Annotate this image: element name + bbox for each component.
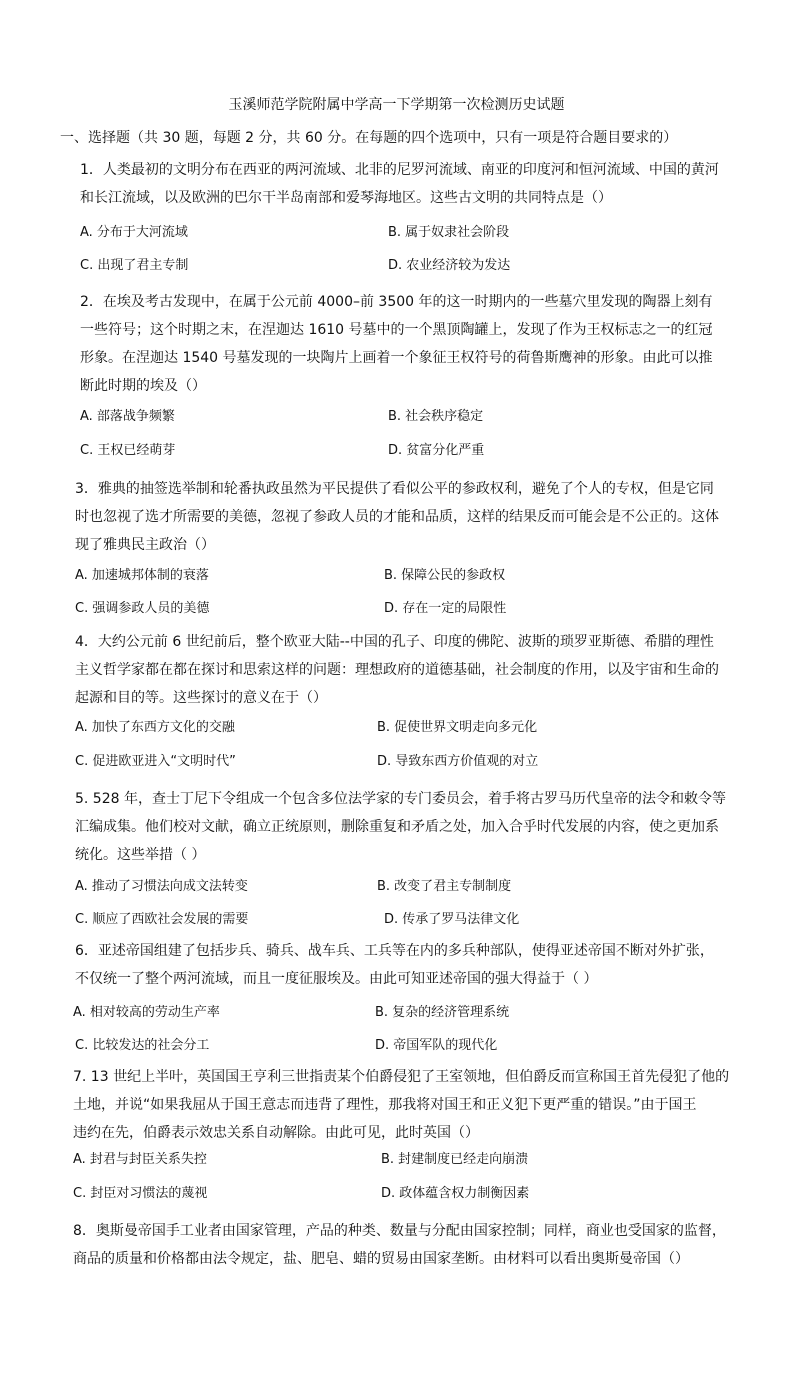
question-line: 主义哲学家都在都在探讨和思索这样的问题：理想政府的道德基础，社会制度的作用，以及宇宙和生命的 — [75, 662, 719, 678]
option-b: B. 保障公民的参政权 — [384, 568, 506, 583]
question-3 — [75, 475, 735, 559]
option-d: D. 政体蕴含权力制衡因素 — [381, 1186, 530, 1201]
question-line: 时也忽视了选才所需要的美德，忽视了参政人员的才能和品质，这样的结果反而可能会是不公正的。这体 — [75, 509, 719, 525]
question-line: 现了雅典民主政治（） — [75, 537, 215, 553]
option-c: C. 出现了君主专制 — [80, 258, 189, 273]
option-d: D. 农业经济较为发达 — [388, 258, 511, 273]
question-4 — [75, 628, 735, 712]
option-b: B. 属于奴隶社会阶段 — [388, 225, 510, 240]
question-6 — [75, 937, 735, 993]
option-a: A. 推动了习惯法向成文法转变 — [75, 879, 248, 894]
option-c: C. 强调参政人员的美德 — [75, 601, 210, 616]
option-c: C. 顺应了西欧社会发展的需要 — [75, 912, 249, 927]
option-b: B. 社会秩序稳定 — [388, 409, 484, 424]
question-line: 6．亚述帝国组建了包括步兵、骑兵、战车兵、工兵等在内的多兵种部队，使得亚述帝国不断对外扩张， — [75, 943, 714, 959]
option-a: A. 加速城邦体制的衰落 — [75, 568, 209, 583]
question-line: 统化。这些举措（ ） — [75, 847, 206, 863]
question-line: 断此时期的埃及（） — [80, 378, 206, 394]
question-line: 8．奥斯曼帝国手工业者由国家管理，产品的种类、数量与分配由国家控制；同样，商业也受国家的监督， — [73, 1223, 726, 1239]
option-a: A. 封君与封臣关系失控 — [73, 1152, 207, 1167]
question-7 — [73, 1063, 733, 1147]
option-a: A. 分布于大河流域 — [80, 225, 188, 240]
question-line: 5. 528 年，查士丁尼下令组成一个包含多位法学家的专门委员会，着手将古罗马历代皇帝的法令和敕令等 — [75, 791, 726, 807]
question-line: 形象。在涅迦达 1540 号墓发现的一块陶片上画着一个象征王权符号的荷鲁斯鹰神的形象。由此可以推 — [80, 350, 713, 366]
question-line: 2．在埃及考古发现中，在属于公元前 4000–前 3500 年的这一时期内的一些墓穴里发现的陶器上刻有 — [80, 294, 713, 310]
option-c: C. 王权已经萌芽 — [80, 443, 176, 458]
option-d: D. 贫富分化严重 — [388, 443, 485, 458]
question-line: 7. 13 世纪上半叶，英国国王亨利三世指责某个伯爵侵犯了王室领地，但伯爵反而宣称国王首先侵犯了他的 — [73, 1069, 730, 1085]
option-c: C. 促进欧亚进入“文明时代” — [75, 754, 236, 769]
option-a: A. 相对较高的劳动生产率 — [73, 1005, 220, 1020]
question-line: 商品的质量和价格都由法令规定，盐、肥皂、蜡的贸易由国家垄断。由材料可以看出奥斯曼帝国（） — [73, 1251, 689, 1267]
option-a: A. 部落战争频繁 — [80, 409, 175, 424]
exam-title: 玉溪师范学院附属中学高一下学期第一次检测历史试题 — [228, 97, 565, 113]
question-line: 4．大约公元前 6 世纪前后，整个欧亚大陆--中国的孔子、印度的佛陀、波斯的琐罗亚斯德、希腊的理性 — [75, 634, 714, 650]
question-line: 起源和目的等。这些探讨的意义在于（） — [75, 690, 327, 706]
question-line: 不仅统一了整个两河流域，而且一度征服埃及。由此可知亚述帝国的强大得益于（ ） — [75, 971, 598, 987]
question-1 — [80, 156, 740, 212]
option-d: D. 导致东西方价值观的对立 — [377, 754, 539, 769]
question-2 — [80, 288, 740, 400]
option-a: A. 加快了东西方文化的交融 — [75, 720, 235, 735]
option-d: D. 帝国军队的现代化 — [375, 1038, 498, 1053]
option-c: C. 比较发达的社会分工 — [75, 1038, 210, 1053]
question-line: 3．雅典的抽签选举制和轮番执政虽然为平民提供了看似公平的参政权利，避免了个人的专权，但是它同 — [75, 481, 714, 497]
question-line: 汇编成集。他们校对文献，确立正统原则，删除重复和矛盾之处，加入合乎时代发展的内容，使之更加系 — [75, 819, 719, 835]
option-b: B. 封建制度已经走向崩溃 — [381, 1152, 529, 1167]
option-b: B. 复杂的经济管理系统 — [375, 1005, 510, 1020]
option-b: B. 改变了君主专制制度 — [377, 879, 512, 894]
option-c: C. 封臣对习惯法的蔑视 — [73, 1186, 208, 1201]
question-line: 和长江流域，以及欧洲的巴尔干半岛南部和爱琴海地区。这些古文明的共同特点是（） — [80, 190, 612, 206]
question-line: 一些符号；这个时期之末，在涅迦达 1610 号墓中的一个黑顶陶罐上，发现了作为王权标志之一的红冠 — [80, 322, 713, 338]
option-b: B. 促使世界文明走向多元化 — [377, 720, 538, 735]
option-d: D. 存在一定的局限性 — [384, 601, 507, 616]
question-line: 1．人类最初的文明分布在西亚的两河流域、北非的尼罗河流域、南亚的印度河和恒河流域、中国的黄河 — [80, 162, 719, 178]
section-heading: 一、选择题（共 30 题，每题 2 分，共 60 分。在每题的四个选项中，只有一项是符合题目要求的） — [60, 130, 678, 146]
question-line: 违约在先，伯爵表示效忠关系自动解除。由此可见，此时英国（） — [73, 1125, 479, 1141]
question-8 — [73, 1217, 733, 1273]
question-line: 土地，并说“如果我屈从于国王意志而违背了理性，那我将对国王和正义犯下更严重的错误。”由于国王 — [73, 1097, 697, 1113]
option-d: D. 传承了罗马法律文化 — [384, 912, 520, 927]
question-5 — [75, 785, 735, 869]
